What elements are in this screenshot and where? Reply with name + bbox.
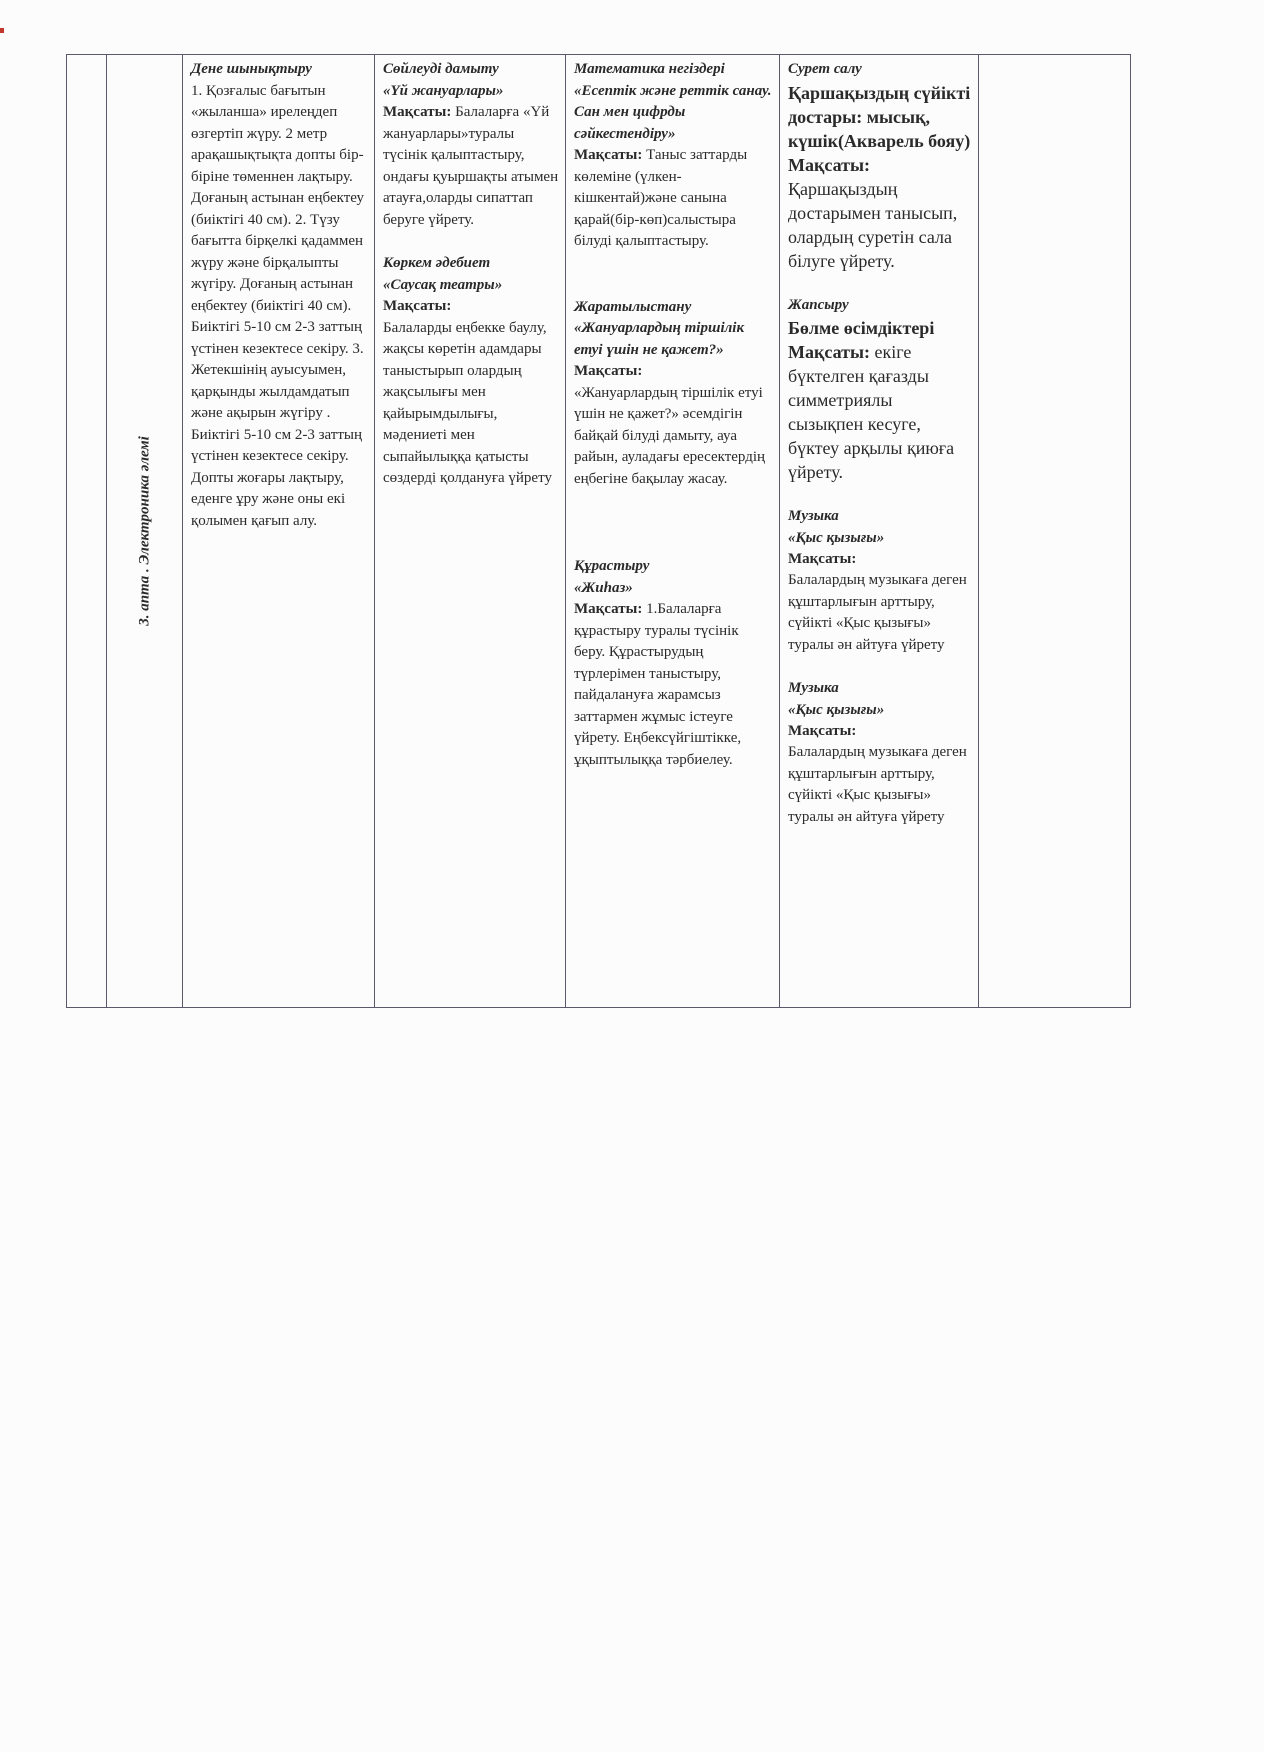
table-row — [67, 55, 1131, 1008]
goal-text — [574, 145, 773, 253]
week-label: 3. апта . Электроника әлемі — [135, 436, 152, 626]
goal-body: Балаларды еңбекке баулу, жақсы көретін адамдары таныстырып олардың жақсылығы мен қайырымдылығы, мәдениеті мен сыпайылыққа қатысты сөздерді қолдануға үйрету — [383, 319, 552, 486]
subject-title: Математика негіздері — [574, 61, 725, 77]
lesson-plan-table — [66, 54, 1131, 1008]
topic-title: «Жануарлардың тіршілік етуі үшін не қажет?» — [574, 320, 745, 358]
subject-title: Сурет салу — [788, 61, 862, 77]
goal-body: екіге бүктелген қағазды симметриялы сызықпен кесуге, бүктеу арқылы қиюға үйрету. — [788, 342, 955, 482]
goal-label: Мақсаты: — [574, 363, 643, 379]
goal-body: 1.Балаларға құрастыру туралы түсінік беру. Құрастырудың түрлерімен таныстыру, пайдалануға жарамсыз заттармен жұмыс істеуге үйрету. Еңбексүйгіштікке, ұқыптылыққа тәрбиелеу. — [574, 601, 742, 768]
subject-title: Музыка — [788, 508, 839, 524]
topic-title: «Есептік және реттік санау. Сан мен цифрды сәйкестендіру» — [574, 82, 772, 142]
subject-title: Музыка — [788, 680, 839, 696]
goal-body: «Жануарлардың тіршілік етуі үшін не қажет?» әсемдігін байқай білуді дамыту, ауа райын, ауладағы ересектердің еңбегіне бақылау жасау. — [574, 384, 766, 487]
subject-title: Сөйлеуді дамыту — [383, 61, 499, 77]
topic-title: Бөлме өсімдіктері — [788, 318, 935, 338]
topic-title: «Жиhаз» — [574, 579, 633, 596]
goal-label: Мақсаты: — [788, 550, 857, 567]
topic-title: «Саусақ театры» — [383, 276, 503, 293]
math-nature-construction-cell — [566, 55, 780, 1008]
goal-label: Мақсаты: — [788, 342, 870, 362]
empty-cell-right — [979, 55, 1131, 1008]
week-cell — [107, 55, 183, 1008]
topic-title: Қаршақыздың сүйікті достары: мысық, күшік(Акварель бояу) — [788, 82, 971, 151]
goal-label: Мақсаты: — [383, 104, 452, 120]
empty-cell-left — [67, 55, 107, 1008]
goal-text — [788, 340, 972, 484]
subject-title: Құрастыру — [574, 558, 650, 574]
goal-label: Мақсаты: — [574, 601, 643, 617]
subject-title: Жаратылыстану — [574, 298, 692, 315]
goal-label: Мақсаты: — [574, 147, 643, 163]
topic-title: «Қыс қызығы» — [788, 701, 885, 718]
scan-mark — [0, 28, 4, 33]
activity-text: 1. Қозғалыс бағытын «жыланша» ирелеңдеп өзгертіп жүру. 2 метр арақашықтықта допты бір-біріне төменнен лақтыру. Доғаның астынан еңбектеу (биіктігі 40 см). 2. Түзу бағытта бірқелкі қадаммен жүру және бірқалыпты жүгіру. Доғаның астынан еңбектеу (биіктігі 40 см). Биіктігі 5-10 см 2-3 заттың үстінен кезектесе секіру. 3. Жетекшінің ауысуымен, қарқынды жылдамдатып және ақырын жүгіру . Биіктігі 5-10 см 2-3 заттың үстінен кезектесе секіру. Допты жоғары лақтыру, еденге ұру және оны екі қолымен қағып алу. — [191, 82, 365, 529]
goal-text — [574, 599, 773, 771]
goal-label: Мақсаты: — [788, 722, 857, 739]
topic-title: «Үй жануарлары» — [383, 82, 504, 99]
goal-body: Таныс заттарды көлеміне (үлкен-кішкентай)және санына қарай(бір-көп)салыстыра білуді қалыптастыру. — [574, 147, 748, 249]
art-music-cell — [780, 55, 979, 1008]
goal-text — [383, 102, 559, 231]
goal-label: Мақсаты: — [383, 298, 452, 314]
goal-body: Балалардың музыкаға деген құштарлығын арттыру, сүйікті «Қыс қызығы» туралы ән айтуға үйрету — [788, 572, 967, 653]
subject-title: Жапсыру — [788, 296, 849, 313]
goal-body: Қаршақыздың достарымен танысып, олардың суретін сала білуге үйрету. — [788, 178, 958, 271]
speech-literature-cell — [375, 55, 566, 1008]
subject-title: Көркем әдебиет — [383, 255, 491, 271]
physical-education-cell — [183, 55, 375, 1008]
goal-body: Балалардың музыкаға деген құштарлығын арттыру, сүйікті «Қыс қызығы» туралы ән айтуға үйрету — [788, 744, 967, 825]
topic-title: «Қыс қызығы» — [788, 529, 885, 546]
subject-title: Дене шынықтыру — [191, 61, 312, 77]
goal-body: Балаларға «Үй жануарлары»туралы түсінік қалыптастыру, ондағы қуыршақты атымен атауға,оларды сипаттап беруге үйрету. — [383, 104, 559, 228]
goal-label: Мақсаты: — [788, 154, 870, 175]
